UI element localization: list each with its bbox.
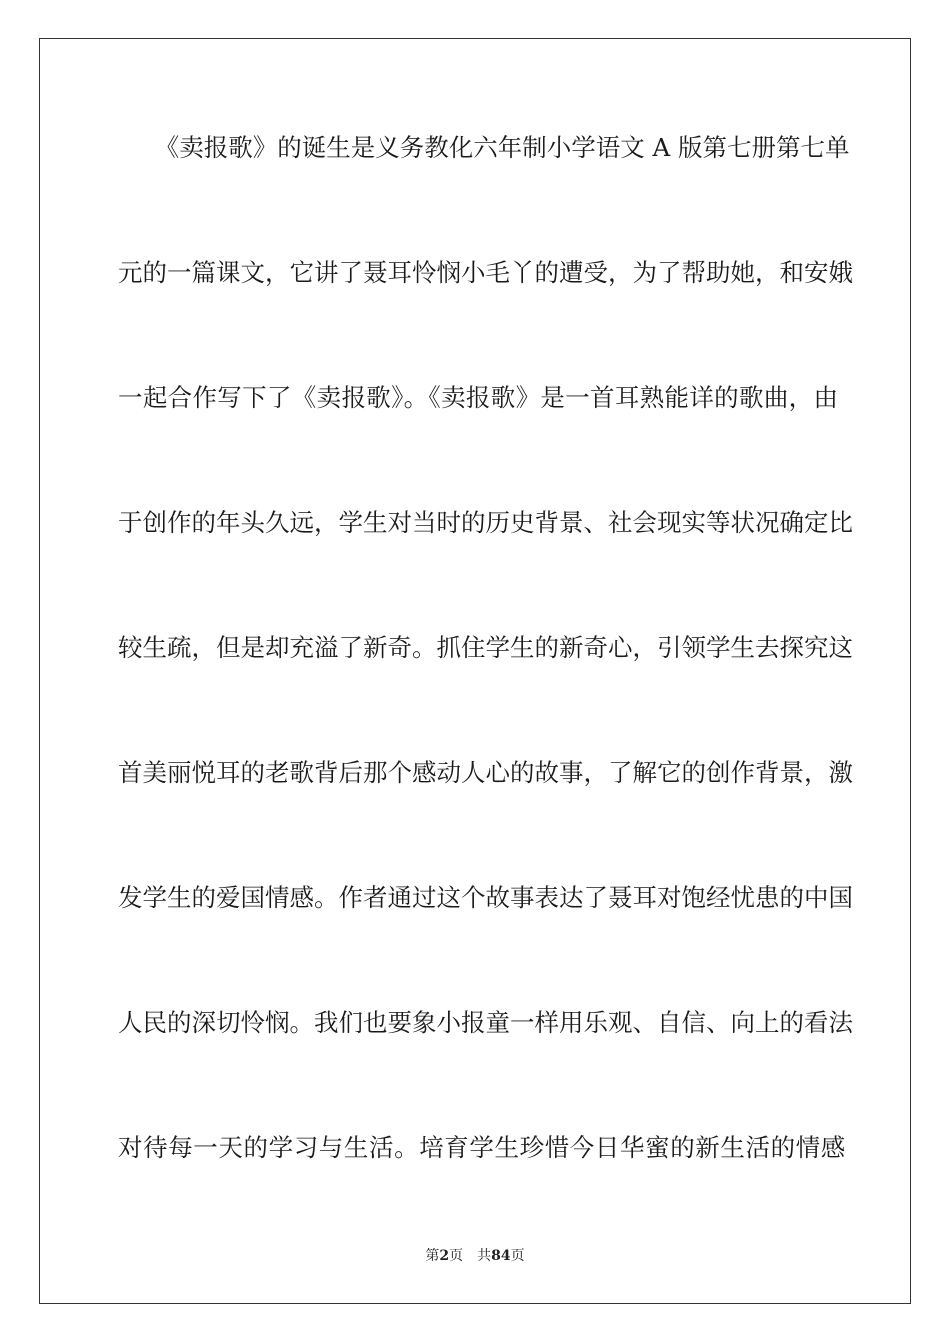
text-line-3: 一起合作写下了《卖报歌》。《卖报歌》是一首耳熟能详的歌曲，由	[118, 383, 838, 412]
page-suffix: 页	[449, 1248, 464, 1264]
text-line-4: 于创作的年头久远，学生对当时的历史背景、社会现实等状况确定比	[118, 508, 853, 537]
page-footer	[0, 1246, 950, 1266]
page-prefix: 第	[425, 1248, 440, 1264]
text-line-9: 对待每一天的学习与生活。培育学生珍惜今日华蜜的新生活的情感	[118, 1133, 846, 1162]
text-line-1: 《卖报歌》的诞生是义务教化六年制小学语文 A 版第七册第七单	[118, 133, 850, 162]
text-line-5: 较生疏，但是却充溢了新奇。抓住学生的新奇心，引领学生去探究这	[118, 633, 853, 662]
text-line-2: 元的一篇课文，它讲了聂耳怜悯小毛丫的遭受，为了帮助她，和安娥	[118, 258, 853, 287]
total-prefix: 共	[477, 1248, 492, 1264]
text-line-6: 首美丽悦耳的老歌背后那个感动人心的故事，了解它的创作背景，激	[118, 758, 853, 787]
total-pages: 84	[491, 1248, 511, 1264]
page-number: 2	[439, 1248, 450, 1264]
text-line-8: 人民的深切怜悯。我们也要象小报童一样用乐观、自信、向上的看法	[118, 1008, 853, 1037]
text-line-7: 发学生的爱国情感。作者通过这个故事表达了聂耳对饱经忧患的中国	[118, 883, 853, 912]
page-border	[39, 38, 911, 1304]
total-suffix: 页	[510, 1248, 525, 1264]
